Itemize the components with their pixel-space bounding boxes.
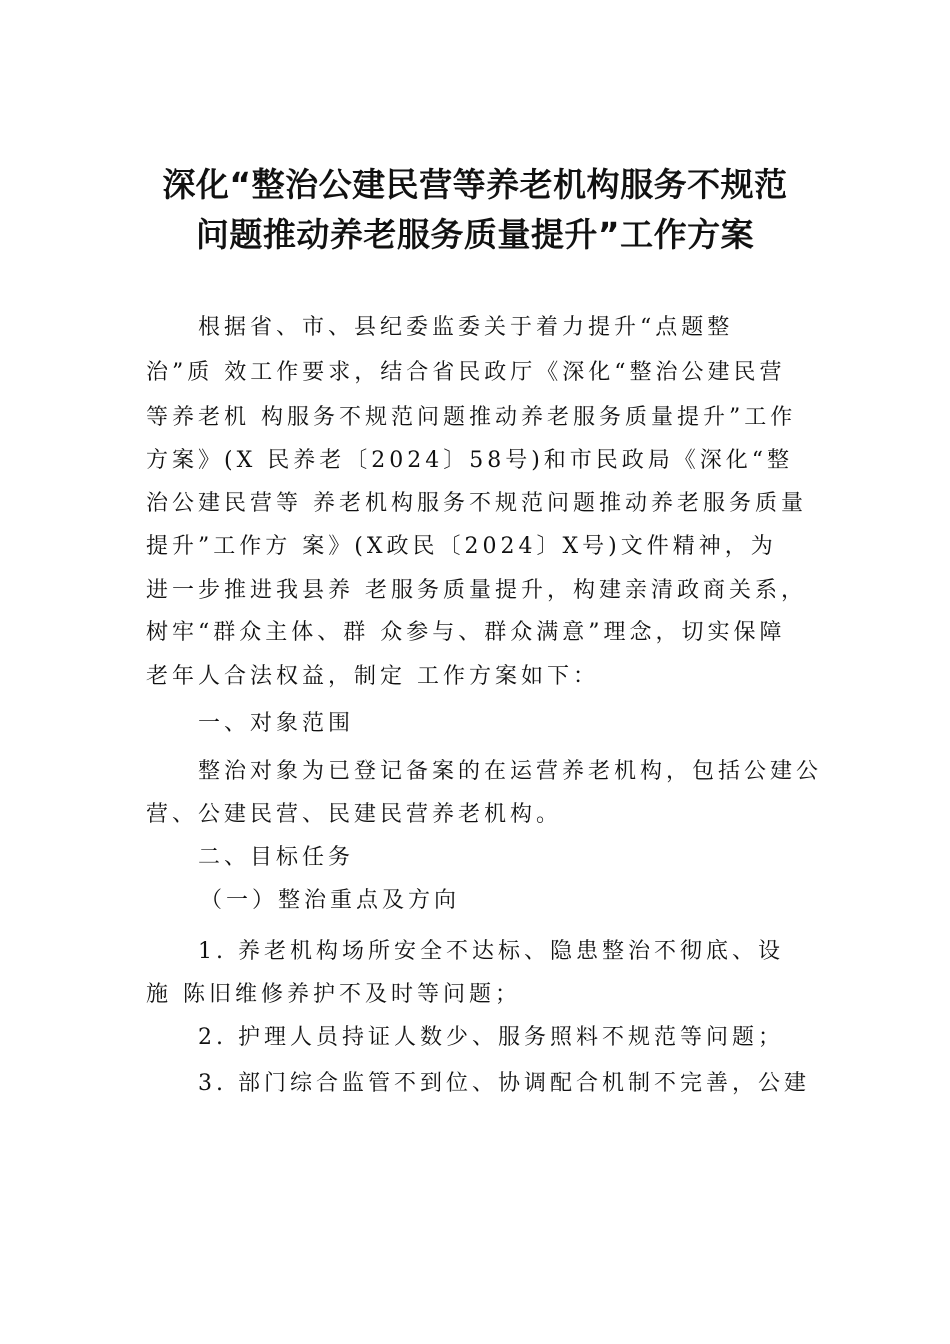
item-1-line-2: 施 陈旧维修养护不及时等问题； xyxy=(146,982,521,1007)
document-title-line-2: 问题推动养老服务质量提升”工作方案 xyxy=(195,215,755,254)
intro-paragraph-line-1: 根据省、市、县纪委监委关于着力提升“点题整 xyxy=(198,315,734,340)
section-2-heading: 二、目标任务 xyxy=(198,845,355,870)
intro-paragraph-line-6: 提升”工作方 案》(X政民〔2024〕X号)文件精神，为 xyxy=(146,534,777,559)
document-title-line-1: 深化“整治公建民营等养老机构服务不规范 xyxy=(162,165,788,204)
intro-paragraph-line-5: 治公建民营等 养老机构服务不规范问题推动养老服务质量 xyxy=(146,491,807,516)
intro-paragraph-line-2: 治”质 效工作要求，结合省民政厅《深化“整治公建民营 xyxy=(146,360,786,385)
intro-paragraph-line-9: 老年人合法权益，制定 工作方案如下： xyxy=(146,664,599,689)
intro-paragraph-line-7: 进一步推进我县养 老服务质量提升，构建亲清政商关系， xyxy=(146,578,807,603)
item-3-line: 3. 部门综合监管不到位、协调配合机制不完善，公建 xyxy=(198,1071,810,1096)
item-1-line-1: 1. 养老机构场所安全不达标、隐患整治不彻底、设 xyxy=(198,939,784,964)
subsection-1-heading: （一）整治重点及方向 xyxy=(200,888,461,913)
intro-paragraph-line-8: 树牢“群众主体、群 众参与、群众满意”理念，切实保障 xyxy=(146,620,786,645)
section-1-paragraph-line-1: 整治对象为已登记备案的在运营养老机构，包括公建公 xyxy=(198,759,823,784)
intro-paragraph-line-4: 方案》(X 民养老〔2024〕58号)和市民政局《深化“整 xyxy=(146,448,794,473)
section-1-heading: 一、对象范围 xyxy=(198,711,355,736)
item-2-line: 2. 护理人员持证人数少、服务照料不规范等问题； xyxy=(198,1025,784,1050)
intro-paragraph-line-3: 等养老机 构服务不规范问题推动养老服务质量提升”工作 xyxy=(146,405,797,430)
section-1-paragraph-line-2: 营、公建民营、民建民营养老机构。 xyxy=(146,802,563,827)
